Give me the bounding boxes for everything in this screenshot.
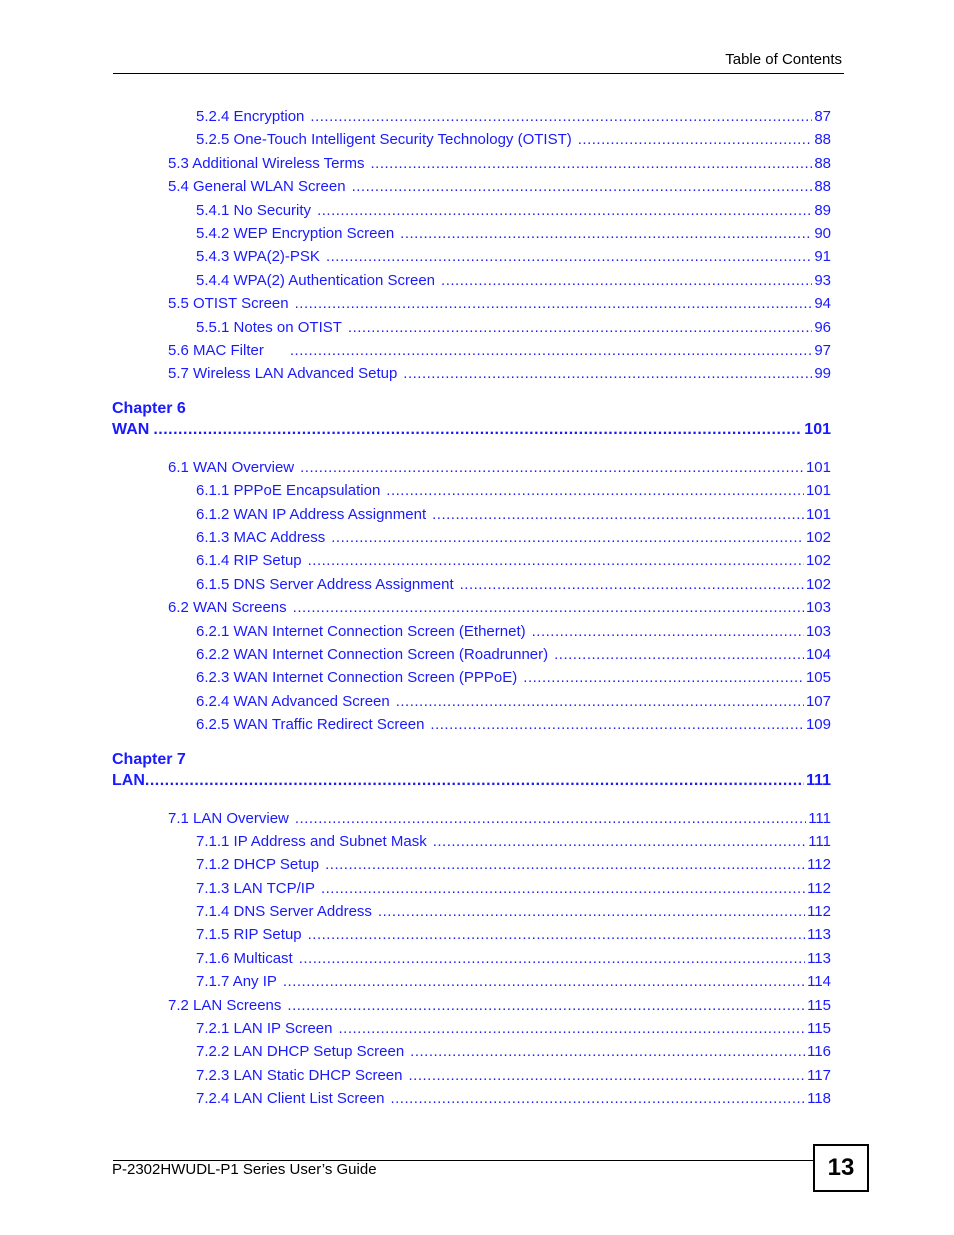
dot-leader xyxy=(410,1042,805,1061)
toc-entry-7-1[interactable]: 7.1 LAN Overview ..... 111 xyxy=(168,809,831,828)
dot-leader xyxy=(352,177,813,196)
toc-entry-6-2-4[interactable]: 6.2.4 WAN Advanced Screen ..... 107 xyxy=(196,692,831,711)
dot-leader xyxy=(390,1089,805,1108)
dot-leader xyxy=(310,107,812,126)
dot-leader xyxy=(554,645,804,664)
dot-leader xyxy=(325,855,805,874)
dot-leader xyxy=(290,341,812,360)
dot-leader xyxy=(400,224,812,243)
footer-guide-title: P-2302HWUDL-P1 Series User’s Guide xyxy=(112,1161,377,1178)
toc-entry-7-1-5[interactable]: 7.1.5 RIP Setup ..... 113 xyxy=(196,925,831,944)
dot-leader xyxy=(300,458,804,477)
toc-entry-7-1-3[interactable]: 7.1.3 LAN TCP/IP ..... 112 xyxy=(196,879,831,898)
dot-leader xyxy=(153,421,802,439)
dot-leader xyxy=(441,271,812,290)
dot-leader xyxy=(432,505,804,524)
dot-leader xyxy=(326,247,812,266)
toc-entry-6-2-5[interactable]: 6.2.5 WAN Traffic Redirect Screen ..... 109 xyxy=(196,715,831,734)
toc-entry-5-5[interactable]: 5.5 OTIST Screen ..... 94 xyxy=(168,294,831,313)
toc-entry-6-1-2[interactable]: 6.1.2 WAN IP Address Assignment ..... 101 xyxy=(196,505,831,524)
dot-leader xyxy=(408,1066,805,1085)
toc-entry-7-1-4[interactable]: 7.1.4 DNS Server Address ..... 112 xyxy=(196,902,831,921)
toc-entry-7-1-6[interactable]: 7.1.6 Multicast ..... 113 xyxy=(196,949,831,968)
toc-entry-7-2-2[interactable]: 7.2.2 LAN DHCP Setup Screen ..... 116 xyxy=(196,1042,831,1061)
dot-leader xyxy=(145,772,804,790)
toc-entry-7-2[interactable]: 7.2 LAN Screens ..... 115 xyxy=(168,996,831,1015)
dot-leader xyxy=(523,668,804,687)
toc-entry-6-1-4[interactable]: 6.1.4 RIP Setup ..... 102 xyxy=(196,551,831,570)
toc-entry-7-1-7[interactable]: 7.1.7 Any IP ..... 114 xyxy=(196,972,831,991)
chapter-7-heading[interactable]: LAN ..... 111 xyxy=(112,772,831,790)
toc-entry-6-2-1[interactable]: 6.2.1 WAN Internet Connection Screen (Ethernet) ..... 103 xyxy=(196,622,831,641)
dot-leader xyxy=(460,575,804,594)
toc-entry-5-4-1[interactable]: 5.4.1 No Security ..... 89 xyxy=(196,201,831,220)
toc-entry-7-1-1[interactable]: 7.1.1 IP Address and Subnet Mask ..... 111 xyxy=(196,832,831,851)
dot-leader xyxy=(338,1019,805,1038)
toc-entry-6-1-3[interactable]: 6.1.3 MAC Address ..... 102 xyxy=(196,528,831,547)
header-divider xyxy=(113,73,844,74)
chapter-7-label: Chapter 7 xyxy=(112,751,186,768)
dot-leader xyxy=(293,598,804,617)
dot-leader xyxy=(348,318,812,337)
dot-leader xyxy=(308,925,805,944)
dot-leader xyxy=(403,364,812,383)
dot-leader xyxy=(299,949,805,968)
toc-entry-6-1-5[interactable]: 6.1.5 DNS Server Address Assignment ..... 102 xyxy=(196,575,831,594)
toc-entry-5-6[interactable]: 5.6 MAC Filter ..... 97 xyxy=(168,341,831,360)
toc-entry-6-1[interactable]: 6.1 WAN Overview ..... 101 xyxy=(168,458,831,477)
toc-entry-6-2[interactable]: 6.2 WAN Screens ..... 103 xyxy=(168,598,831,617)
dot-leader xyxy=(396,692,804,711)
toc-entry-5-4-2[interactable]: 5.4.2 WEP Encryption Screen ..... 90 xyxy=(196,224,831,243)
toc-entry-6-2-3[interactable]: 6.2.3 WAN Internet Connection Screen (PPPoE) ..... 105 xyxy=(196,668,831,687)
toc-entry-5-4-4[interactable]: 5.4.4 WPA(2) Authentication Screen ..... 93 xyxy=(196,271,831,290)
dot-leader xyxy=(308,551,804,570)
chapter-6-label: Chapter 6 xyxy=(112,400,186,417)
dot-leader xyxy=(283,972,805,991)
dot-leader xyxy=(321,879,805,898)
dot-leader xyxy=(430,715,804,734)
dot-leader xyxy=(317,201,812,220)
toc-entry-7-2-1[interactable]: 7.2.1 LAN IP Screen ..... 115 xyxy=(196,1019,831,1038)
dot-leader xyxy=(378,902,805,921)
dot-leader xyxy=(331,528,804,547)
toc-entry-5-5-1[interactable]: 5.5.1 Notes on OTIST ..... 96 xyxy=(196,318,831,337)
toc-entry-5-3[interactable]: 5.3 Additional Wireless Terms ..... 88 xyxy=(168,154,831,173)
toc-entry-6-1-1[interactable]: 6.1.1 PPPoE Encapsulation ..... 101 xyxy=(196,481,831,500)
toc-entry-5-4-3[interactable]: 5.4.3 WPA(2)-PSK ..... 91 xyxy=(196,247,831,266)
toc-entry-5-2-5[interactable]: 5.2.5 One-Touch Intelligent Security Technology (OTIST) ..... 88 xyxy=(196,130,831,149)
toc-entry-7-1-2[interactable]: 7.1.2 DHCP Setup ..... 112 xyxy=(196,855,831,874)
toc-entry-5-2-4[interactable]: 5.2.4 Encryption ..... 87 xyxy=(196,107,831,126)
dot-leader xyxy=(532,622,804,641)
dot-leader xyxy=(386,481,804,500)
dot-leader xyxy=(370,154,812,173)
dot-leader xyxy=(295,294,813,313)
toc-entry-7-2-4[interactable]: 7.2.4 LAN Client List Screen ..... 118 xyxy=(196,1089,831,1108)
toc-entry-5-4[interactable]: 5.4 General WLAN Screen ..... 88 xyxy=(168,177,831,196)
dot-leader xyxy=(295,809,806,828)
running-header-title: Table of Contents xyxy=(725,51,842,68)
dot-leader xyxy=(433,832,806,851)
toc-entry-6-2-2[interactable]: 6.2.2 WAN Internet Connection Screen (Roadrunner) ..... 104 xyxy=(196,645,831,664)
dot-leader xyxy=(578,130,813,149)
toc-entry-7-2-3[interactable]: 7.2.3 LAN Static DHCP Screen ..... 117 xyxy=(196,1066,831,1085)
dot-leader xyxy=(287,996,805,1015)
toc-entry-5-7[interactable]: 5.7 Wireless LAN Advanced Setup ..... 99 xyxy=(168,364,831,383)
page-number: 13 xyxy=(813,1144,869,1192)
chapter-6-heading[interactable]: WAN ..... 101 xyxy=(112,421,831,439)
